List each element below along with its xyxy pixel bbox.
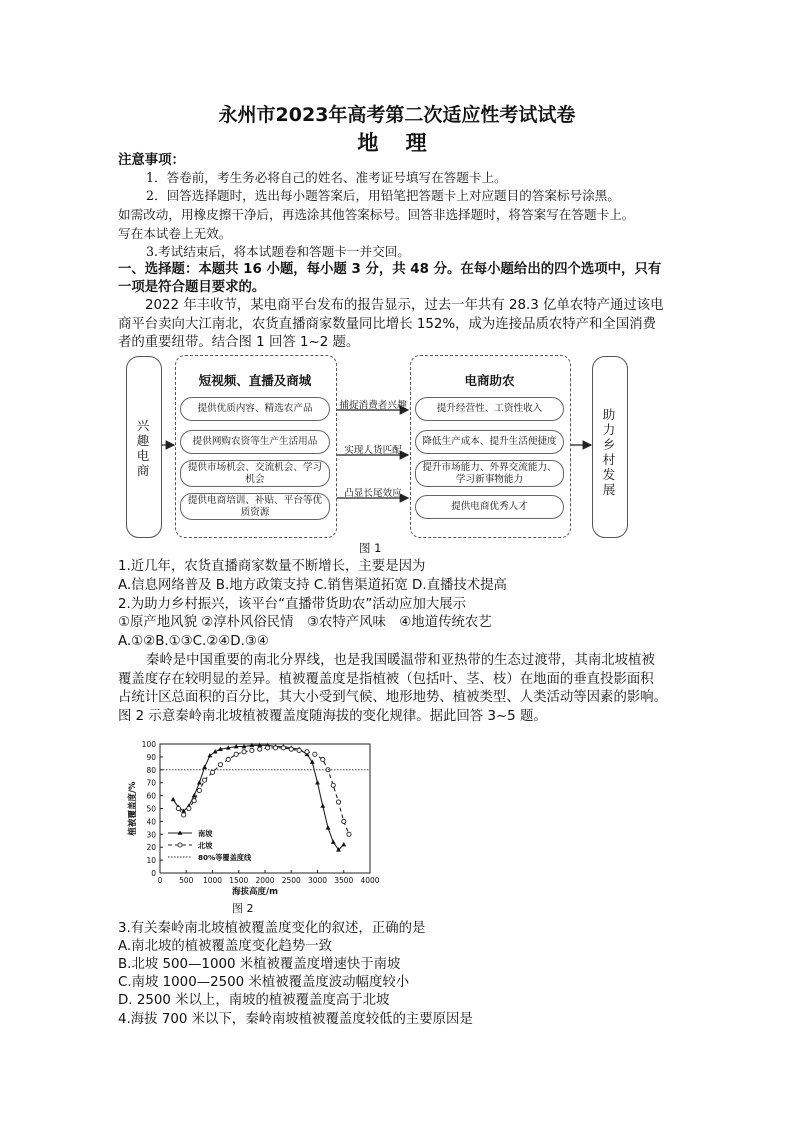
legend-marker	[178, 843, 182, 847]
north-slope-point	[210, 770, 214, 774]
question-1: 1.近几年，农货直播商家数量不断增长，主要是因为	[118, 559, 426, 574]
north-slope-point	[331, 783, 335, 787]
south-slope-point	[202, 765, 207, 769]
north-slope-point	[281, 746, 285, 750]
x-tick-label: 500	[179, 876, 194, 885]
south-slope-point	[171, 797, 176, 801]
question-3-option-c: C.南坡 1000—2500 米植被覆盖度波动幅度较小	[118, 975, 410, 990]
right-item-1: 提升经营性、工资性收入	[415, 397, 564, 421]
y-tick-label: 20	[146, 843, 156, 853]
north-slope-point	[197, 788, 201, 792]
notice-heading: 注意事项：	[118, 153, 185, 168]
north-slope-point	[192, 799, 196, 803]
x-tick-label: 4000	[360, 876, 380, 885]
passage1-line2: 商平台卖向大江南北，农货直播商家数量同比增长 152%，成为连接品质农特产和全国消费	[118, 317, 656, 332]
north-slope-point	[226, 757, 230, 761]
north-slope-point	[218, 763, 222, 767]
arrow-label-2: 实现人货匹配	[344, 445, 402, 456]
left-item-4: 提供电商培训、补贴、平台等优质资源	[180, 493, 330, 520]
north-slope-point	[176, 806, 180, 810]
y-tick-label: 10	[146, 856, 156, 866]
x-tick-label: 2500	[281, 876, 301, 885]
north-slope-point	[347, 832, 351, 836]
legend-label: 80%等覆盖度线	[198, 853, 252, 862]
legend-label: 北坡	[198, 841, 213, 850]
figure2-caption: 图 2	[232, 902, 254, 915]
section-heading-line1: 一、选择题：本题共 16 小题，每小题 3 分，共 48 分。在每小题给出的四个选项中，只有	[118, 262, 662, 277]
north-slope-point	[203, 778, 207, 782]
question-2-items: ①原产地风貌 ②淳朴风俗民情 ③农特产风味 ④地道传统农艺	[118, 615, 492, 630]
left-item-3: 提供市场机会、交流机会、学习机会	[180, 460, 330, 487]
x-tick-label: 2000	[255, 876, 275, 885]
north-slope-point	[313, 752, 317, 756]
question-3: 3.有关秦岭南北坡植被覆盖度变化的叙述，正确的是	[118, 921, 426, 936]
y-tick-label: 70	[146, 778, 156, 788]
south-slope-point	[331, 839, 336, 843]
arrow-label-3: 凸显长尾效应	[344, 488, 402, 499]
figure1-arrows	[0, 0, 794, 560]
figure2-chart	[125, 730, 385, 905]
question-1-options: A.信息网络普及 B.地方政策支持 C.销售渠道拓宽 D.直播技术提高	[118, 578, 507, 593]
section-heading-line2: 一项是符合题目要求的。	[118, 280, 266, 295]
left-item-2: 提供网购农资等生产生活用品	[180, 430, 330, 454]
right-item-4: 提供电商优秀人才	[415, 495, 564, 519]
y-tick-label: 90	[146, 752, 156, 762]
subject-title: 地 理	[357, 131, 437, 155]
north-slope-point	[182, 813, 186, 817]
right-item-3: 提升市场能力、外界交流能力、学习新事物能力	[415, 460, 564, 487]
figure1-caption: 图 1	[359, 541, 382, 555]
south-slope-point	[207, 753, 212, 757]
passage2-line4: 图 2 示意秦岭南北坡植被覆盖度随海拔的变化规律。据此回答 3~5 题。	[118, 709, 547, 724]
x-tick-label: 3000	[307, 876, 328, 885]
notice-item-2-cont: 如需改动，用橡皮擦干净后，再选涂其他答案标号。回答非选择题时，将答案写在答题卡上。	[118, 207, 635, 222]
north-slope-point	[336, 800, 340, 804]
y-tick-label: 50	[146, 804, 156, 814]
y-axis-label: 植被覆盖度/%	[128, 781, 138, 836]
arrow-label-1: 捕捉消费者兴趣	[339, 400, 407, 411]
y-tick-label: 80	[146, 765, 156, 775]
notice-item-1: 1．答卷前，考生务必将自己的姓名、准考证号填写在答题卡上。	[146, 170, 507, 185]
passage2-line1: 秦岭是中国重要的南北分界线，也是我国暖温带和亚热带的生态过渡带，其南北坡植被	[146, 653, 655, 668]
south-slope-point	[197, 780, 202, 784]
question-2-options: A.①②B.①③C.②④D.③④	[118, 634, 269, 649]
north-slope-point	[242, 750, 246, 754]
north-slope-point	[187, 806, 191, 810]
notice-item-3: 3.考试结束后，将本试题卷和答题卡一并交回。	[146, 244, 410, 259]
north-slope-point	[289, 747, 293, 751]
question-4: 4.海拔 700 米以下，秦岭南坡植被覆盖度较低的主要原因是	[118, 1012, 473, 1027]
x-tick-label: 1500	[229, 876, 249, 885]
question-3-option-d: D. 2500 米以上，南坡的植被覆盖度高于北坡	[118, 993, 390, 1008]
notice-item-2-cont2: 写在本试卷上无效。	[118, 226, 232, 241]
north-slope-point	[266, 746, 270, 750]
passage2-line3: 占统计区总面积的百分比，其大小受到气候、地形地势、植被类型、人类活动等因素的影响。	[118, 690, 668, 705]
passage2-line2: 覆盖度存在较明显的差异。植被覆盖度是指植被（包括叶、茎、枝）在地面的垂直投影面积	[118, 672, 654, 687]
y-tick-label: 60	[146, 791, 156, 801]
x-tick-label: 3500	[334, 876, 354, 885]
notice-item-2: 2．回答选择题时，选出每小题答案后，用铅笔把答题卡上对应题目的答案标号涂黑。	[146, 188, 620, 203]
y-tick-label: 40	[146, 817, 156, 827]
passage1-line3: 者的重要纽带。结合图 1 回答 1~2 题。	[118, 335, 360, 350]
question-3-option-a: A.南北坡的植被覆盖度变化趋势一致	[118, 939, 333, 954]
x-axis-label: 海拔高度/m	[232, 887, 278, 897]
y-tick-label: 100	[141, 740, 156, 749]
x-tick-label: 1000	[202, 876, 223, 885]
south-slope-point	[341, 842, 346, 846]
x-tick-label: 0	[157, 876, 163, 885]
north-slope-point	[297, 748, 301, 752]
question-3-option-b: B.北坡 500—1000 米植被覆盖度增速快于南坡	[118, 957, 401, 972]
right-group-title: 电商助农	[464, 373, 515, 388]
north-slope-point	[258, 747, 262, 751]
north-slope-point	[342, 819, 346, 823]
question-2: 2.为助力乡村振兴，该平台“直播带货助农”活动应加大展示	[118, 597, 467, 612]
legend-label: 南坡	[198, 829, 213, 838]
y-tick-label: 30	[146, 830, 156, 840]
passage1-line1: 2022 年丰收节，某电商平台发布的报告显示，过去一年共有 28.3 亿单农特产通过该电	[145, 298, 664, 313]
y-tick-label: 0	[151, 869, 156, 878]
left-group-title: 短视频、直播及商城	[198, 373, 312, 388]
exam-title: 永州市2023年高考第二次适应性考试试卷	[218, 104, 576, 126]
south-slope-point	[320, 803, 325, 807]
north-slope-point	[305, 750, 309, 754]
north-slope-point	[273, 746, 277, 750]
left-box-label: 兴趣电商	[136, 418, 150, 478]
right-box-label: 助力乡村发展	[602, 407, 616, 497]
right-item-2: 降低生产成本、提升生活便捷度	[415, 430, 564, 454]
south-slope-point	[315, 780, 320, 784]
left-item-1: 提供优质内容、精选农产品	[180, 397, 330, 421]
north-slope-point	[250, 748, 254, 752]
north-slope-point	[321, 757, 325, 761]
plot-frame	[160, 744, 370, 873]
south-slope-point	[326, 825, 331, 829]
north-slope-point	[234, 752, 238, 756]
